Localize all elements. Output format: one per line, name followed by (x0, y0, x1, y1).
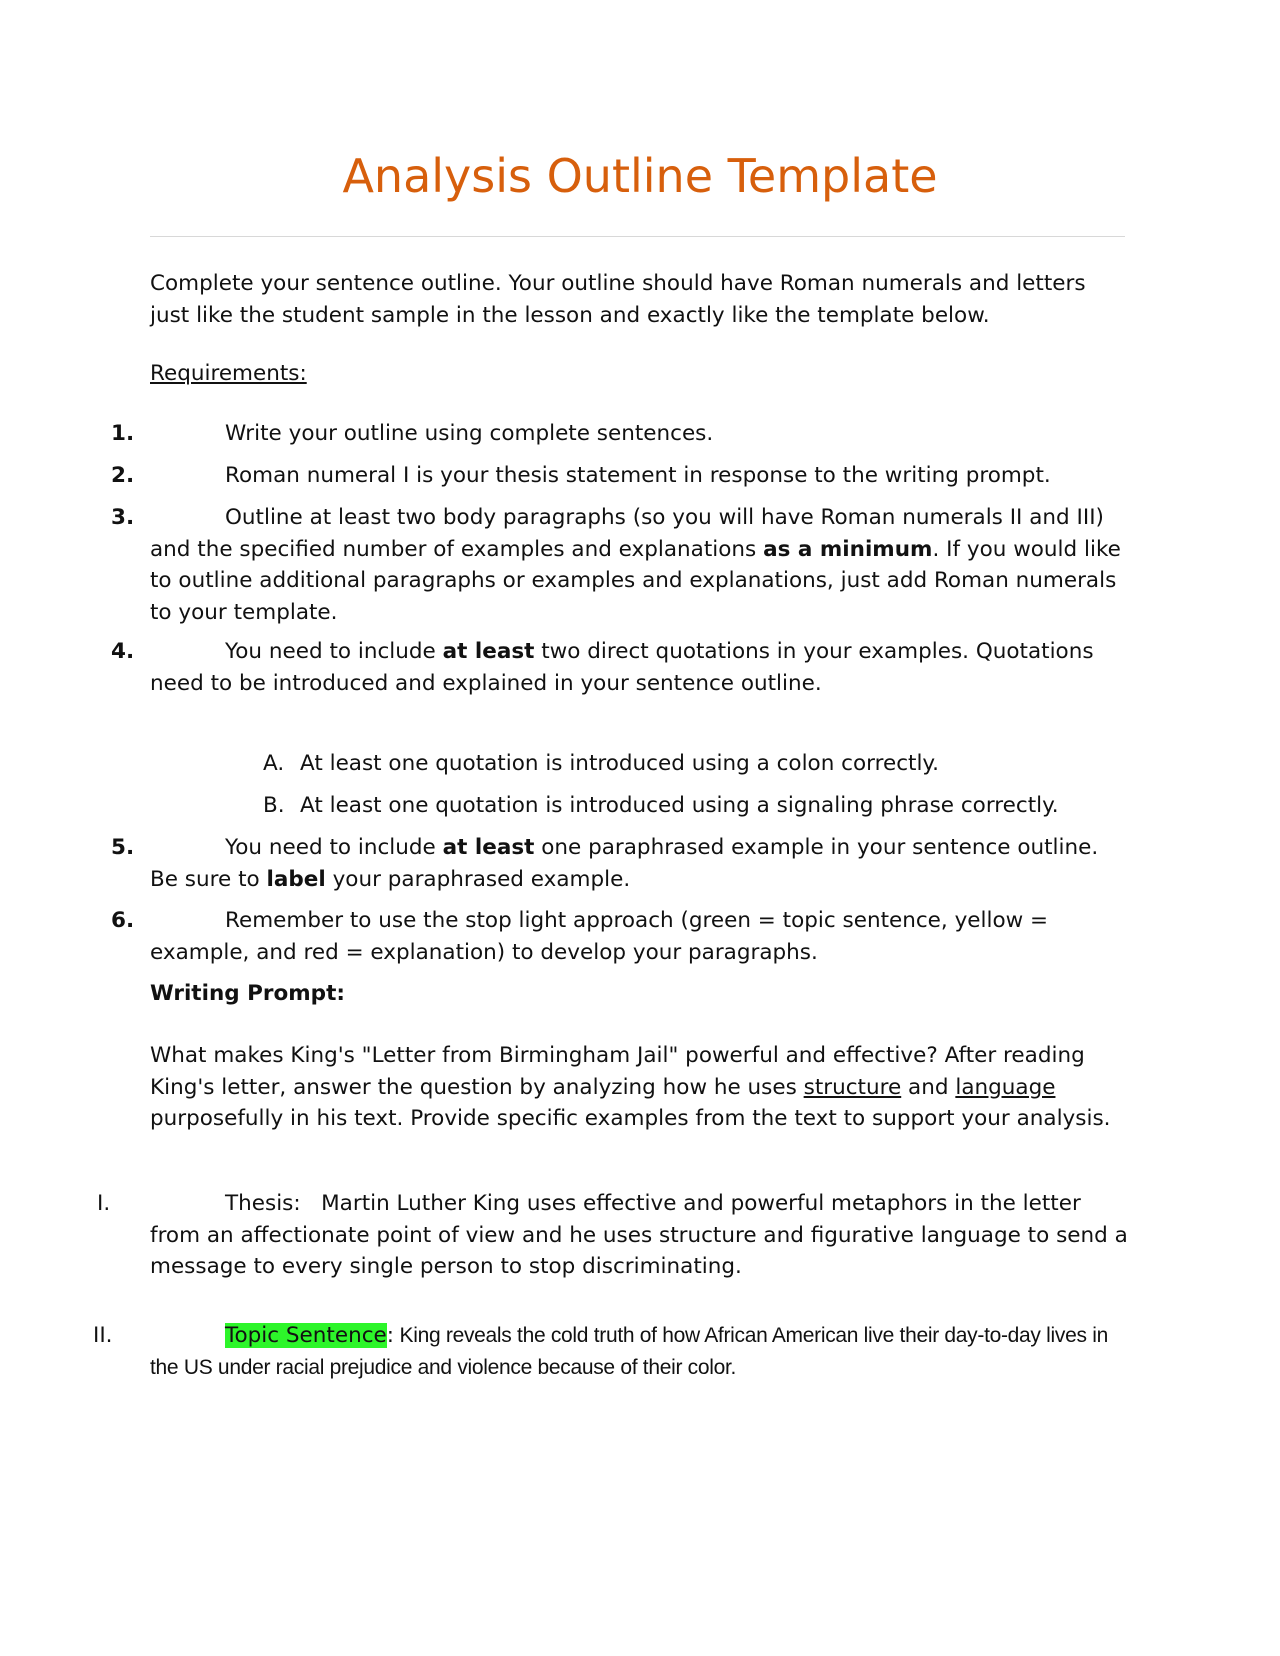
requirement-emphasis: at least (442, 835, 535, 860)
requirement-text: two direct quotations in your examples. Quotations need to be introduced and explained in your sentence outline. (150, 639, 1094, 696)
sub-item-letter: A. (263, 751, 285, 776)
requirement-number: 5. (111, 835, 135, 860)
outline-text: Martin Luther King uses effective and powerful metaphors in the letter from an affectionate point of view and he uses structure and figurative language to send a message to every single person to stop discriminating. (150, 1191, 1128, 1279)
requirement-text: one paraphrased example in your sentence outline. Be sure to (150, 835, 1099, 892)
sub-item-text: At least one quotation is introduced using a signaling phrase correctly. (300, 793, 1059, 818)
requirement-number: 1. (111, 421, 135, 446)
sub-item (263, 748, 939, 780)
requirement-text: Outline at least two body paragraphs (so you will have Roman numerals II and III) and the specified number of examples and explanations (150, 505, 1104, 562)
title-divider (150, 236, 1125, 237)
sub-item-text: At least one quotation is introduced using a colon correctly. (300, 751, 939, 776)
requirement-item (150, 502, 1130, 628)
requirement-text: Remember to use the stop light approach (green = topic sentence, yellow = example, and red = explanation) to develop your paragraphs. (150, 908, 1049, 965)
requirement-emphasis: as a minimum (763, 536, 933, 562)
requirement-text: You need to include (225, 835, 443, 860)
requirement-text: Roman numeral I is your thesis statement in response to the writing prompt. (225, 463, 1051, 488)
outline-separator: : (386, 1323, 394, 1348)
requirement-emphasis: label (266, 866, 326, 892)
prompt-underlined-term: structure (803, 1074, 902, 1100)
outline-text: King reveals the cold truth of how African American live their day-to-day lives in the US under racial prejudice and violence because of their color. (150, 1324, 1108, 1379)
requirement-text: You need to include (225, 639, 443, 664)
requirement-text: Write your outline using complete sentences. (225, 421, 714, 446)
outline-topic-sentence (150, 1320, 1130, 1383)
requirement-emphasis: at least (442, 639, 535, 664)
writing-prompt-text (150, 1040, 1130, 1135)
intro-paragraph: Complete your sentence outline. Your outline should have Roman numerals and letters just like the student sample in the lesson and exactly like the template below. (150, 271, 1086, 328)
requirement-item (150, 460, 1130, 492)
document-title: Analysis Outline Template (342, 149, 938, 203)
outline-roman-numeral: II. (93, 1323, 113, 1348)
sub-item-letter: B. (263, 793, 285, 818)
requirement-item (150, 636, 1130, 699)
sub-item (263, 790, 1059, 822)
requirement-number: 2. (111, 463, 135, 488)
requirements-heading: Requirements: (150, 361, 307, 386)
requirement-item (150, 418, 1130, 450)
outline-roman-numeral: I. (97, 1191, 111, 1216)
prompt-text: purposefully in his text. Provide specific examples from the text to support your analysis. (150, 1106, 1111, 1131)
requirement-number: 3. (111, 505, 135, 530)
requirement-item (150, 905, 1130, 968)
requirement-number: 4. (111, 639, 135, 664)
topic-sentence-label: Topic Sentence (225, 1323, 387, 1348)
requirement-number: 6. (111, 908, 135, 933)
prompt-text: and (901, 1074, 956, 1100)
requirement-text: . If you would like to outline additional paragraphs or examples and explanations, just add Roman numerals to your template. (150, 536, 1121, 625)
outline-thesis (150, 1188, 1130, 1283)
outline-label: Thesis: (225, 1191, 301, 1216)
requirement-text: your paraphrased example. (325, 866, 631, 892)
writing-prompt-heading (150, 978, 1130, 1010)
writing-prompt-heading-text: Writing Prompt: (150, 981, 345, 1006)
prompt-underlined-term: language (955, 1074, 1056, 1100)
prompt-text: What makes King's "Letter from Birmingham Jail" powerful and effective? After reading King's letter, answer the question by analyzing how he uses (150, 1043, 1085, 1100)
requirement-item (150, 832, 1130, 895)
